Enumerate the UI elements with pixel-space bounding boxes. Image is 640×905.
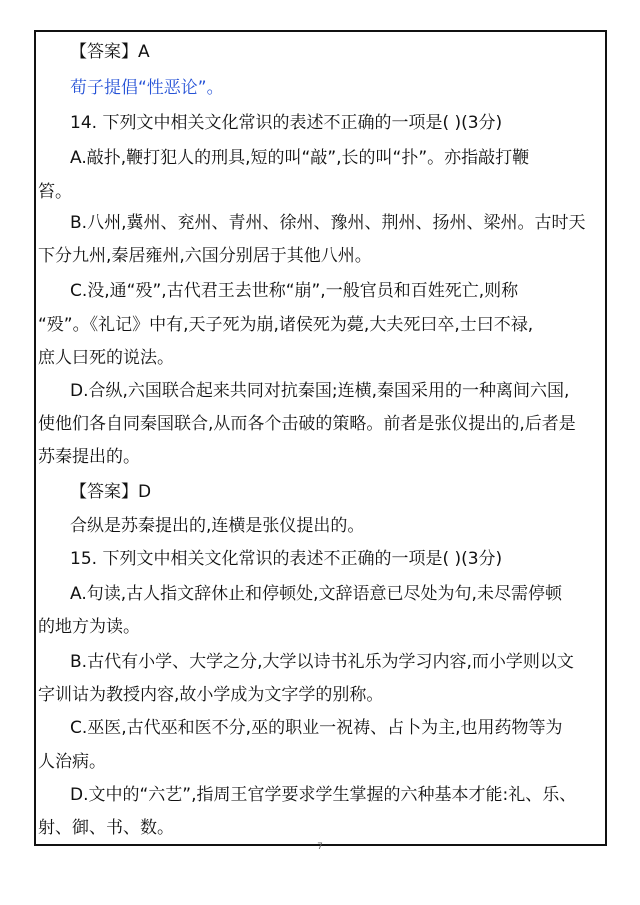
q15-option-d-line2: 射、御、书、数。 [38,818,174,838]
q14-option-d-line2: 使他们各自同秦国联合,从而各个击破的策略。前者是张仪提出的,后者是 [38,414,576,434]
q14-option-c-line2: “殁”。《礼记》中有,天子死为崩,诸侯死为薨,大夫死曰卒,士曰不禄, [38,315,534,335]
q14-option-d-line1: D.合纵,六国联合起来共同对抗秦国;连横,秦国采用的一种离间六国, [70,381,570,401]
q13-analysis: 荀子提倡“性恶论”。 [70,78,224,98]
q15-option-a-line1: A.句读,古人指文辞休止和停顿处,文辞语意已尽处为句,未尽需停顿 [70,584,562,604]
q14-answer-label: 【答案】D [70,482,152,502]
q14-option-c-line3: 庶人曰死的说法。 [38,348,174,368]
q15-question: 15. 下列文中相关文化常识的表述不正确的一项是( )(3分) [70,549,503,569]
q15-option-c-line2: 人治病。 [38,752,106,772]
q13-answer-label: 【答案】A [70,42,150,62]
q14-option-a-line2: 笞。 [38,182,72,202]
q14-option-b-line1: B.八州,冀州、兖州、青州、徐州、豫州、荆州、扬州、梁州。古时天 [70,213,586,233]
q15-option-c-line1: C.巫医,古代巫和医不分,巫的职业一祝祷、占卜为主,也用药物等为 [70,718,563,738]
q14-option-b-line2: 下分九州,秦居雍州,六国分别居于其他八州。 [38,246,372,266]
q15-option-b-line1: B.古代有小学、大学之分,大学以诗书礼乐为学习内容,而小学则以文 [70,652,574,672]
q14-analysis: 合纵是苏秦提出的,连横是张仪提出的。 [70,516,365,536]
q15-option-a-line2: 的地方为读。 [38,617,140,637]
page-number: 7 [317,842,323,852]
q15-option-d-line1: D.文中的“六艺”,指周王官学要求学生掌握的六种基本才能:礼、乐、 [70,785,577,805]
q14-option-c-line1: C.没,通“殁”,古代君王去世称“崩”,一般官员和百姓死亡,则称 [70,281,519,301]
q14-option-a-line1: A.敲扑,鞭打犯人的刑具,短的叫“敲”,长的叫“扑”。亦指敲打鞭 [70,148,530,168]
q14-question: 14. 下列文中相关文化常识的表述不正确的一项是( )(3分) [70,113,503,133]
q14-option-d-line3: 苏秦提出的。 [38,447,140,467]
q15-option-b-line2: 字训诂为教授内容,故小学成为文字学的别称。 [38,685,384,705]
